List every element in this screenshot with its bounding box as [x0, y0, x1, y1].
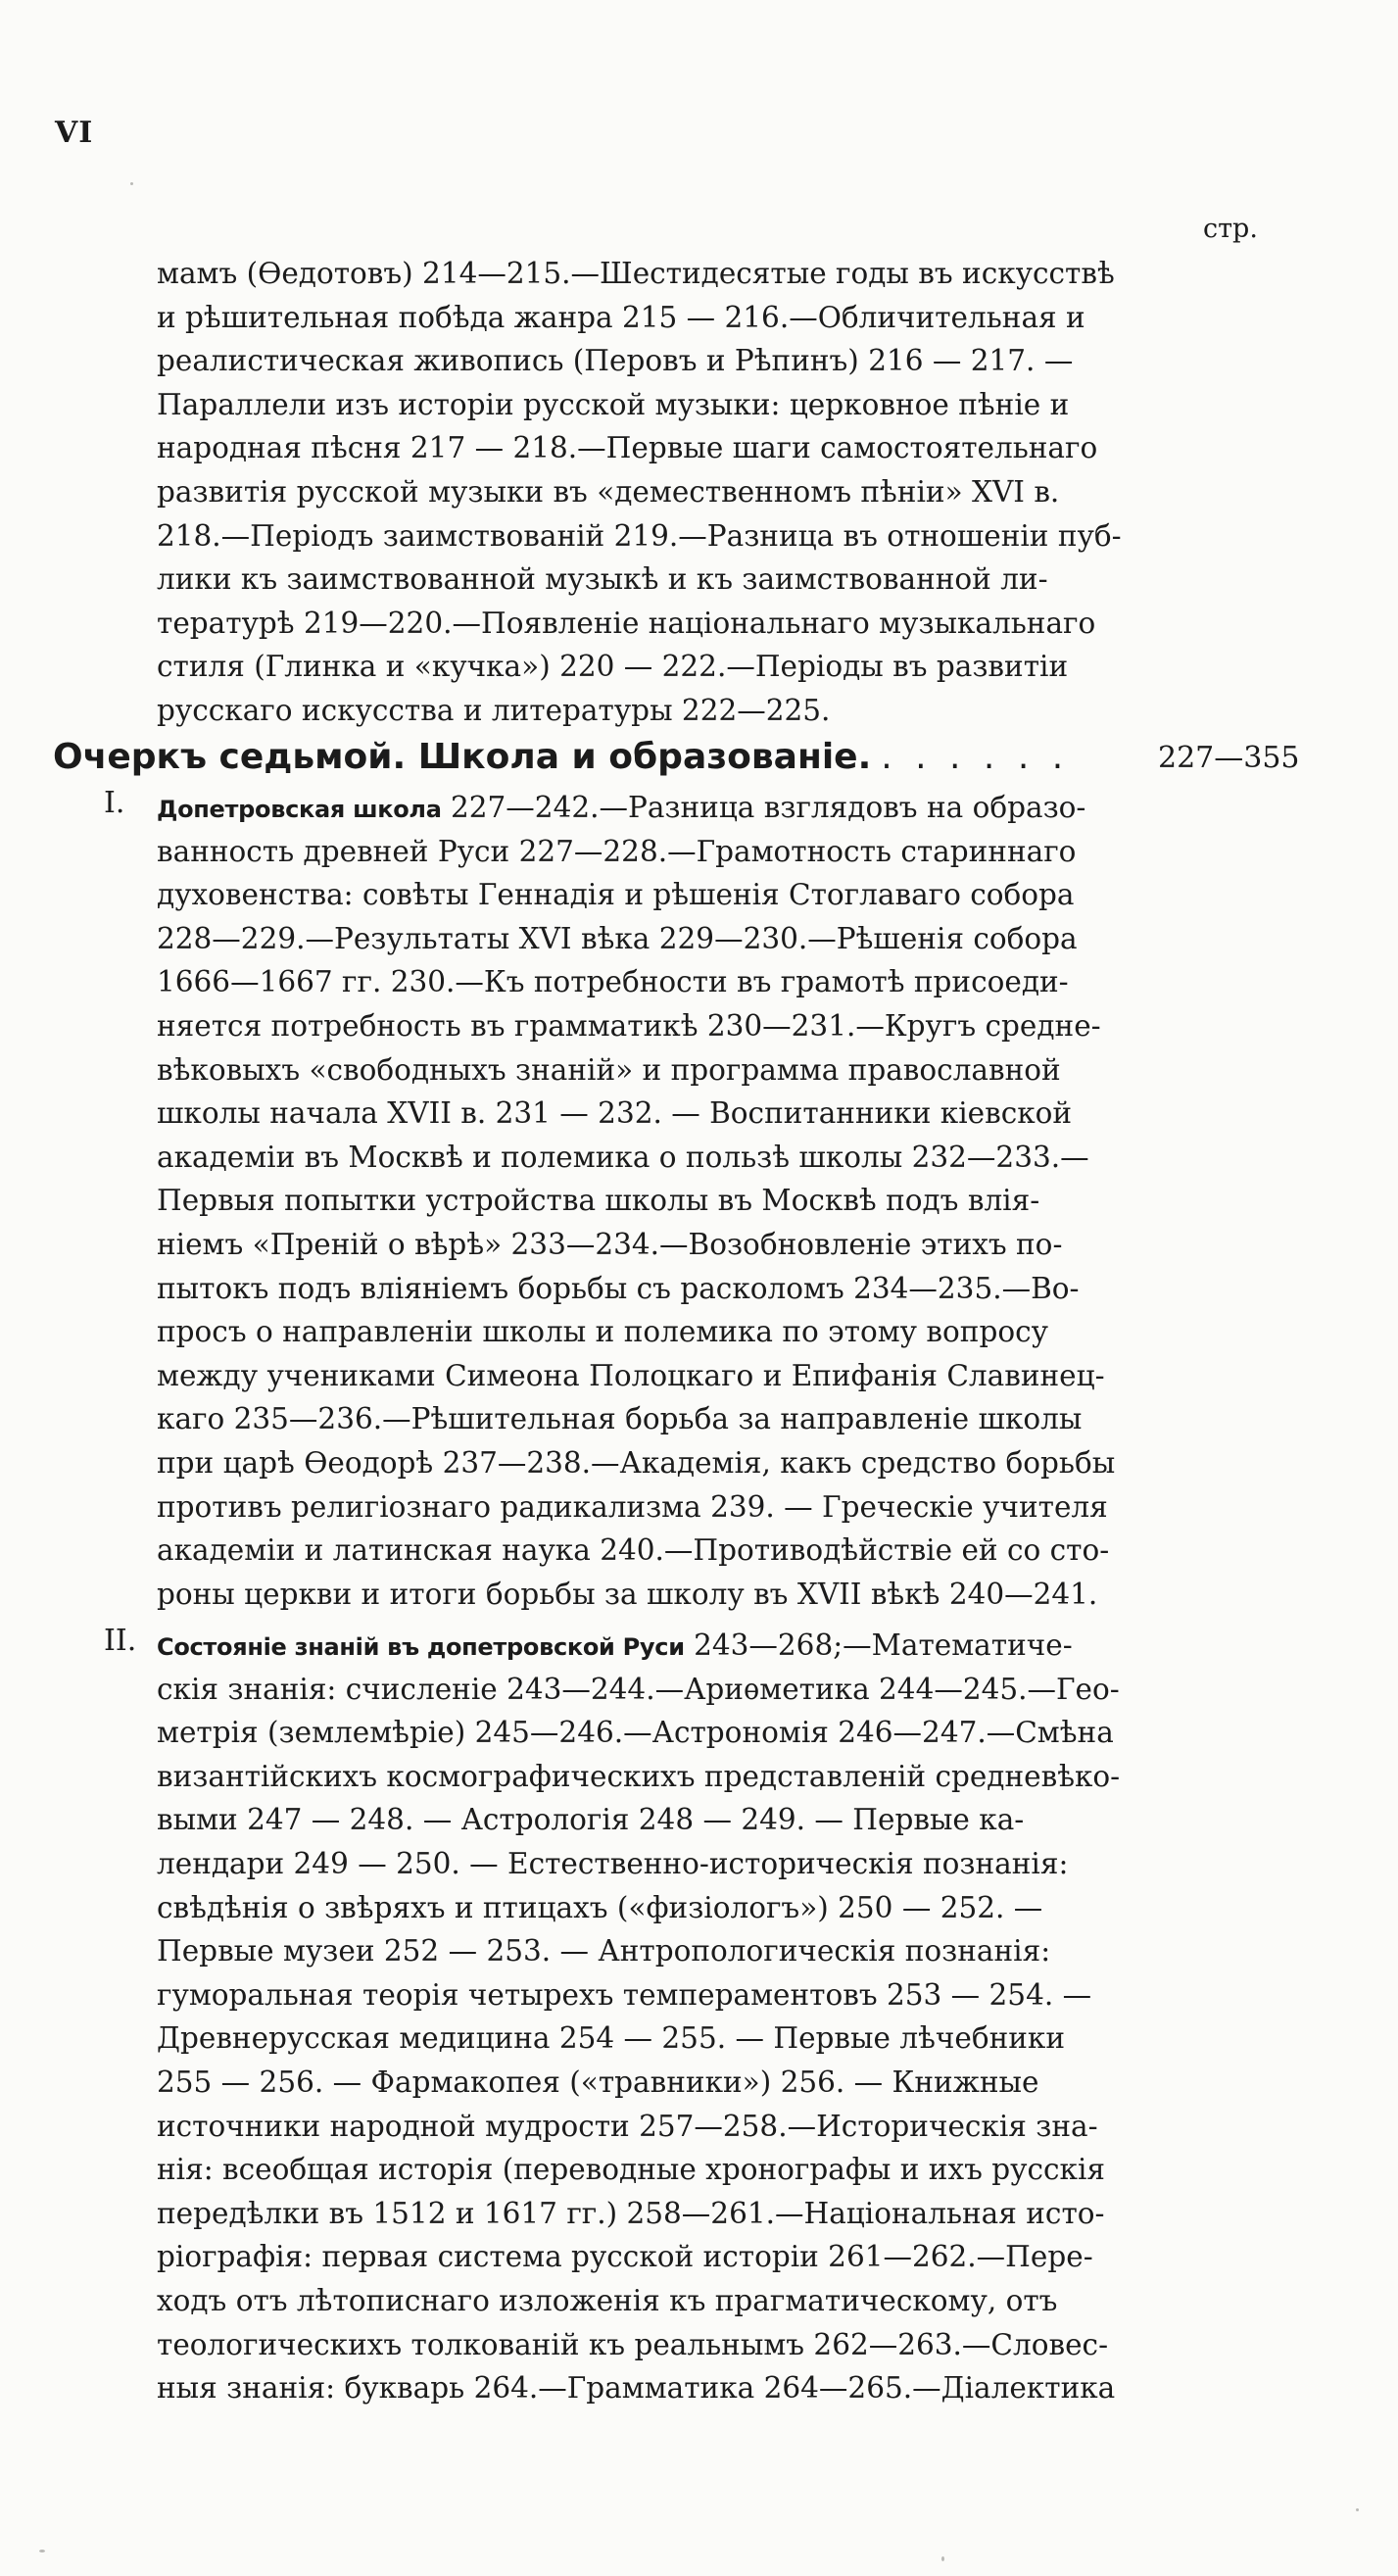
text-line: духовенства: совѣты Геннадія и рѣшенія Стоглаваго собора	[157, 878, 1075, 912]
text-line: теологическихъ толкованій къ реальнымъ 262—263.—Словес-	[157, 2327, 1109, 2361]
text-line: лики къ заимствованной музыкѣ и къ заимствованной ли-	[157, 562, 1048, 597]
text-line: каго 235—236.—Рѣшительная борьба за направленіе школы	[157, 1402, 1083, 1436]
text-line: ванность древней Руси 227—228.—Грамотность стариннаго	[157, 834, 1077, 868]
text-line: гуморальная теорія четырехъ темпераментовъ 253 — 254. —	[157, 1977, 1092, 2012]
page-column-label: стр.	[1203, 214, 1258, 244]
text-line: и рѣшительная побѣда жанра 215 — 216.—Обличительная и	[157, 300, 1085, 334]
paper-speck	[941, 2556, 944, 2561]
section-numeral: I.	[104, 786, 125, 820]
text-line: мамъ (Ѳедотовъ) 214—215.—Шестидесятые годы въ искусствѣ	[157, 257, 1115, 290]
paper-speck	[39, 2550, 45, 2552]
text-line: Древнерусская медицина 254 — 255. — Первые лѣчебники	[157, 2021, 1066, 2056]
text-line: передѣлки въ 1512 и 1617 гг.) 258—261.—Національная исто-	[157, 2196, 1105, 2230]
text-line: академіи и латинская наука 240.—Противодѣйствіе ей со сто-	[157, 1533, 1110, 1568]
text-line: 218.—Періодъ заимствованій 219.—Разница въ отношеніи пуб-	[157, 518, 1122, 553]
text-line: 1666—1667 гг. 230.—Къ потребности въ грамотѣ присоеди-	[157, 965, 1069, 999]
text-line: выми 247 — 248. — Астрологія 248 — 249. — Первые ка-	[157, 1803, 1025, 1837]
text-line: ходъ отъ лѣтописнаго изложенія къ прагматическому, отъ	[157, 2283, 1058, 2317]
text-line: реалистическая живопись (Перовъ и Рѣпинъ) 216 — 217. —	[157, 344, 1074, 378]
page-number: VI	[55, 116, 94, 150]
text-line: скія знанія: счисленіе 243—244.—Ариѳметика 244—245.—Гео-	[157, 1672, 1120, 1706]
text-line: школы начала XVII в. 231 — 232. — Воспитанники кіевской	[157, 1096, 1073, 1131]
chapter-page-range: 227—355	[1158, 741, 1300, 775]
text-line: Первыя попытки устройства школы въ Москвѣ подъ влія-	[157, 1184, 1040, 1218]
section-text	[157, 786, 1146, 1616]
text-line	[157, 786, 1146, 830]
paper-speck	[130, 182, 133, 185]
text-line: няется потребность въ грамматикѣ 230—231.—Кругъ средне-	[157, 1008, 1101, 1043]
text-line: Первые музеи 252 — 253. — Антропологическія познанія:	[157, 1934, 1051, 1968]
text-line: свѣдѣнія о звѣряхъ и птицахъ («физіологъ») 250 — 252. —	[157, 1890, 1043, 1924]
section-heading: Допетровская школа	[157, 796, 442, 823]
text-line: вѣковыхъ «свободныхъ знаній» и программа православной	[157, 1052, 1061, 1087]
text-line: академіи въ Москвѣ и полемика о пользѣ школы 232—233.—	[157, 1140, 1089, 1174]
text-line: ныя знанія: букварь 264.—Грамматика 264—265.—Діалектика	[157, 2371, 1116, 2406]
section-first-line: 227—242.—Разница взглядовъ на образо-	[451, 791, 1086, 824]
text-line: византійскихъ космографическихъ представленій средневѣко-	[157, 1759, 1121, 1793]
section-first-line: 243—268;—Математиче-	[694, 1628, 1073, 1662]
text-line: противъ религіознаго радикализма 239. — Греческіе учителя	[157, 1489, 1108, 1524]
section-heading: Состояніе знаній въ допетровской Руси	[157, 1633, 685, 1661]
paper-speck	[1356, 2508, 1359, 2511]
text-line: Параллели изъ исторіи русской музыки: церковное пѣніе и	[157, 387, 1070, 421]
text-line: лендари 249 — 250. — Естественно-историческія познанія:	[157, 1846, 1069, 1880]
text-line: нія: всеобщая исторія (переводные хронографы и ихъ русскія	[157, 2153, 1106, 2187]
text-line: роны церкви и итоги борьбы за школу въ XVII вѣкѣ 240—241.	[157, 1577, 1098, 1611]
text-line: 255 — 256. — Фармакопея («травники») 256. — Книжные	[157, 2065, 1039, 2099]
text-line: метрія (землемѣріе) 245—246.—Астрономія 246—247.—Смѣна	[157, 1716, 1114, 1750]
text-line	[157, 1624, 1146, 1668]
section-numeral: II.	[104, 1624, 137, 1658]
text-line: русскаго искусства и литературы 222—225.	[157, 693, 831, 727]
leader-dots: . . . . . .	[881, 737, 1070, 777]
text-line: 228—229.—Результаты XVI вѣка 229—230.—Рѣшенія собора	[157, 921, 1078, 955]
text-line: источники народной мудрости 257—258.—Историческія зна-	[157, 2109, 1098, 2143]
text-line: народная пѣсня 217 — 218.—Первые шаги самостоятельнаго	[157, 431, 1098, 465]
section-text	[157, 1624, 1146, 2410]
intro-paragraph	[157, 252, 1146, 733]
text-line: развитія русской музыки въ «демественномъ пѣніи» XVI в.	[157, 474, 1060, 509]
text-line: тературѣ 219—220.—Появленіе національнаго музыкальнаго	[157, 606, 1096, 640]
chapter-title: Очеркъ седьмой. Школа и образованіе.	[53, 737, 872, 777]
text-line: между учениками Симеона Полоцкаго и Епифанія Славинец-	[157, 1358, 1105, 1392]
chapter-heading	[53, 737, 1307, 777]
text-line: при царѣ Ѳеодорѣ 237—238.—Академія, какъ средство борьбы	[157, 1445, 1116, 1480]
text-line: просъ о направленіи школы и полемика по этому вопросу	[157, 1315, 1048, 1349]
text-line: стиля (Глинка и «кучка») 220 — 222.—Періоды въ развитіи	[157, 650, 1069, 684]
text-line: ніемъ «Преній о вѣрѣ» 233—234.—Возобновленіе этихъ по-	[157, 1227, 1063, 1261]
text-line: ріографія: первая система русской исторіи 261—262.—Пере-	[157, 2240, 1093, 2274]
text-line: пытокъ подъ вліяніемъ борьбы съ расколомъ 234—235.—Во-	[157, 1271, 1080, 1305]
